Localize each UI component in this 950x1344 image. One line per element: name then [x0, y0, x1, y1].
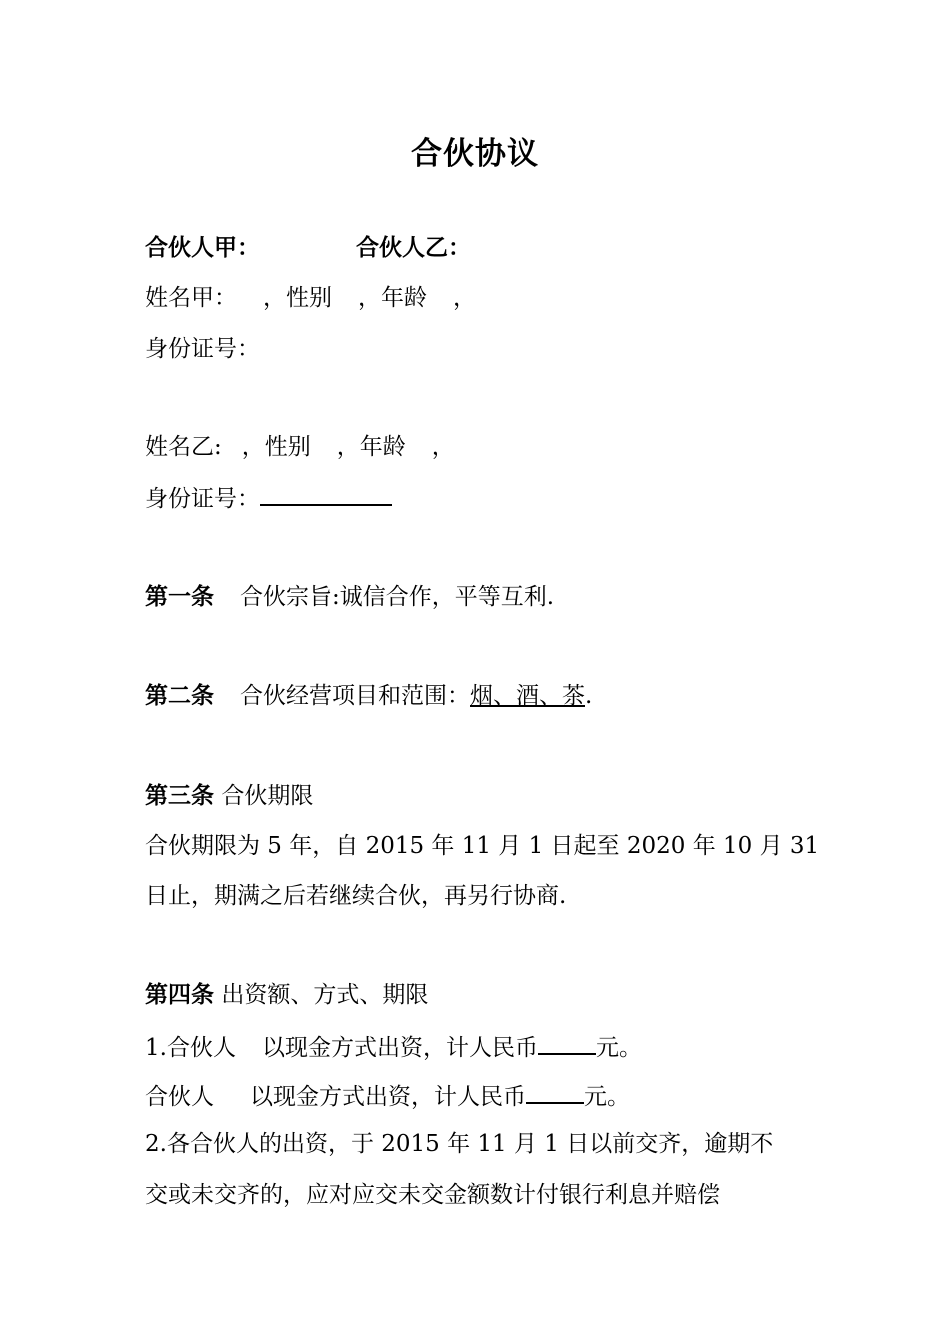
person-a-gender-label: ，性别	[263, 285, 332, 311]
person-a-age-label: ，年龄	[358, 285, 427, 311]
party-a-label: 合伙人甲：	[145, 234, 260, 261]
person-b-name-label: 姓名乙:	[145, 434, 222, 460]
article-4-item-2-line-2: 交或未交齐的，应对应交未交金额数计付银行利息并赔偿	[145, 1182, 720, 1208]
person-a-id-label: 身份证号：	[145, 336, 260, 362]
article-1-text: 合伙宗旨:诚信合作，平等互利.	[240, 584, 555, 610]
item-1b-prefix: 合伙人	[145, 1084, 214, 1110]
person-a-name-label: 姓名甲：	[145, 285, 237, 311]
document-title: 合伙协议	[411, 136, 539, 172]
article-4-item-1	[145, 1031, 642, 1063]
person-b-trailing-comma: ，	[431, 434, 455, 460]
article-3-title: 合伙期限	[221, 783, 314, 809]
article-3-title-line	[145, 781, 313, 811]
article-4-item-1b	[145, 1080, 630, 1112]
person-b-gender-label: ，性别	[241, 434, 311, 460]
article-4-title-line	[145, 980, 428, 1010]
item-1b-text: 以现金方式出资，计人民币	[250, 1084, 526, 1110]
person-a-id-line	[145, 334, 260, 364]
person-a-trailing-comma: ，	[453, 285, 476, 311]
article-2-heading: 第二条	[145, 682, 214, 709]
article-3-line-2: 日止，期满之后若继续合伙，再另行协商.	[145, 883, 567, 909]
id-number-blank	[260, 482, 392, 506]
person-b-id-label: 身份证号：	[145, 486, 260, 512]
item-1b-unit: 元。	[584, 1084, 630, 1110]
party-b-label: 合伙人乙：	[356, 234, 471, 261]
item-1-text: 以现金方式出资，计人民币	[261, 1035, 538, 1061]
person-b-line	[145, 432, 455, 462]
parties-line	[145, 233, 471, 263]
item-1-unit: 元。	[595, 1035, 642, 1061]
person-b-id-line	[145, 482, 392, 514]
person-a-line	[145, 283, 476, 313]
article-2-end: .	[585, 683, 593, 709]
article-3-line-1: 合伙期限为 5 年，自 2015 年 11 月 1 日起至 2020 年 10 月 31	[145, 833, 820, 859]
article-2	[145, 681, 592, 711]
item-1-prefix: 1.合伙人	[145, 1035, 236, 1061]
article-3-heading: 第三条	[145, 782, 214, 809]
item-1b-amount-blank	[526, 1080, 584, 1104]
article-2-text: 合伙经营项目和范围：	[240, 683, 470, 709]
article-4-heading: 第四条	[145, 981, 214, 1008]
article-4-item-2-line-1: 2.各合伙人的出资，于 2015 年 11 月 1 日以前交齐，逾期不	[145, 1131, 774, 1157]
person-b-age-label: ，年龄	[336, 434, 406, 460]
article-1-heading: 第一条	[145, 583, 214, 610]
item-1-amount-blank	[538, 1031, 596, 1055]
article-1	[145, 582, 554, 612]
article-2-scope: 烟、酒、茶	[470, 683, 585, 709]
article-4-title: 出资额、方式、期限	[221, 982, 429, 1008]
